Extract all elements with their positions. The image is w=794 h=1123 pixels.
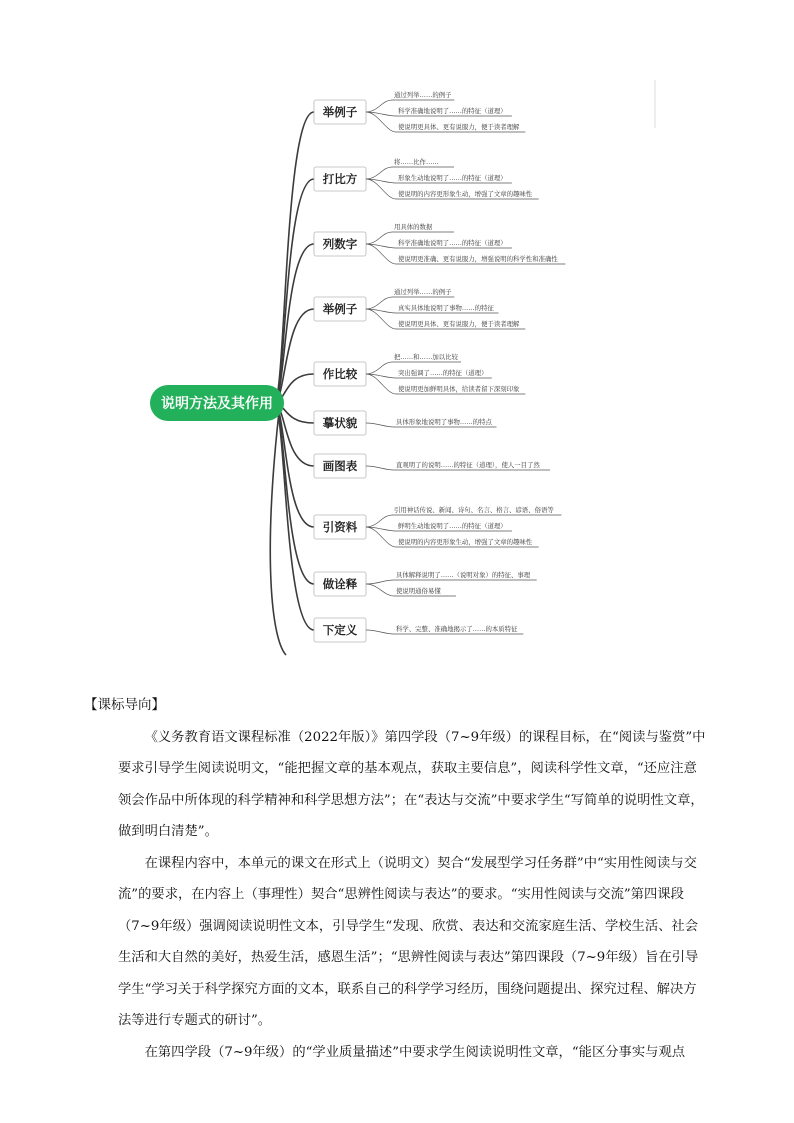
node-label: 列数字: [322, 237, 358, 251]
node-label: 下定义: [322, 623, 358, 637]
leaf-text: 通过列举……的例子: [394, 288, 452, 296]
mindmap-root: [150, 385, 284, 421]
leaf-text: 使说明更准确、更有说服力，增强说明的科学性和准确性: [398, 255, 558, 263]
mindmap-node: [314, 570, 537, 596]
leaf-text: 将……比作……: [394, 158, 439, 166]
node-label: 画图表: [322, 459, 358, 473]
node-label: 打比方: [322, 172, 358, 186]
node-label: 作比较: [322, 367, 358, 381]
node-label: 举例子: [322, 105, 358, 119]
leaf-text: 直观明了的说明……的特征（道理），使人一目了然: [396, 461, 540, 469]
leaf-text: 通过列举……的例子: [394, 91, 452, 99]
leaf-text: 使说明更具体、更有说服力，便于读者理解: [398, 320, 520, 328]
root-label: 说明方法及其作用: [161, 396, 273, 412]
leaf-text: 科学准确地说明了……的特征（道理）: [398, 107, 507, 115]
mindmap-node: [314, 222, 566, 264]
leaf-text: 把……和……加以比较: [394, 353, 458, 361]
leaf-text: 突出强调了……的特征（道理）: [398, 369, 488, 377]
leaf-text: 具体形象地说明了事物……的特点: [396, 418, 492, 426]
branch-9: [274, 403, 314, 630]
leaf-text: 用具体的数据: [394, 223, 433, 231]
mindmap-node: [314, 90, 525, 132]
leaf-text: 引用神话传说、新闻、诗句、名言、格言、谚语、俗语等: [394, 506, 554, 514]
section-heading: 【课标导向】: [84, 697, 165, 713]
paragraph-1: 《义务教育语文课程标准（2022年版）》第四学段（7~9年级）的课程目标，在“阅读与鉴赏”中要求引导学生阅读说明文，“能把握文章的基本观点，获取主要信息”，阅读科学性文章，“还应注意领会作品中所体现的科学精神和科学思想方法”；在“表达与交流”中要求学生“写简单的说明性文章，做到明白清楚”。: [118, 729, 706, 839]
leaf-text: 科学准确地说明了……的特征（道理）: [398, 239, 507, 247]
node-label: 引资料: [322, 520, 358, 534]
mindmap-node: [314, 287, 525, 329]
mindmap-node: [314, 505, 562, 547]
leaf-text: 形象生动地说明了……的特征（道理）: [398, 174, 507, 182]
leaf-text: 具体解释说明了……（说明对象）的特征、事理: [396, 571, 531, 579]
paragraph-3: 在第四学段（7~9年级）的“学业质量描述”中要求学生阅读说明性文章，“能区分事实与观点: [144, 1044, 686, 1060]
paragraph-2: 在课程内容中，本单元的课文在形式上（说明文）契合“发展型学习任务群”中“实用性阅读与交流”的要求，在内容上（事理性）契合“思辨性阅读与表达”的要求。“实用性阅读与交流”第四课段（7~9年级）强调阅读说明性文本，引导学生“发现、欣赏、表达和交流家庭生活、学校生活、社会生活和大自然的美好，热爱生活，感恩生活”；“思辨性阅读与表达”第四课段（7~9年级）旨在引导学生“学习关于科学探究方面的文本，联系自己的科学学习经历，围绕问题提出、探究过程、解决方法等进行专题式的研讨”。: [118, 855, 699, 1028]
branch-0: [274, 112, 314, 403]
mindmap-node: [314, 618, 523, 642]
leaf-connector: [366, 580, 537, 584]
node-label: 摹状貌: [322, 416, 358, 430]
leaf-text: 使说明的内容更形象生动，增强了文章的趣味性: [398, 190, 533, 198]
leaf-text: 使说明更具体、更有说服力，便于读者理解: [398, 123, 520, 131]
leaf-text: 鲜明生动地说明了……的特征（道理）: [398, 522, 507, 530]
mindmap-node: [314, 352, 525, 394]
document-body: [84, 690, 708, 1068]
leaf-text: 真实具体地说明了事物……的特征: [398, 304, 494, 312]
leaf-text: 使说明的内容更形象生动，增强了文章的趣味性: [398, 538, 533, 546]
mindmap-node: [314, 454, 550, 478]
mindmap-node: [314, 157, 539, 199]
mindmap-node: [314, 411, 497, 435]
leaf-text: 科学、完整、准确地揭示了……的本质特征: [396, 625, 518, 633]
leaf-text: 使说明通俗易懂: [396, 587, 441, 595]
leaf-text: 使说明更加鲜明具体，给读者留下深刻印象: [398, 385, 520, 393]
node-label: 举例子: [322, 302, 358, 316]
node-label: 做诠释: [322, 577, 358, 591]
